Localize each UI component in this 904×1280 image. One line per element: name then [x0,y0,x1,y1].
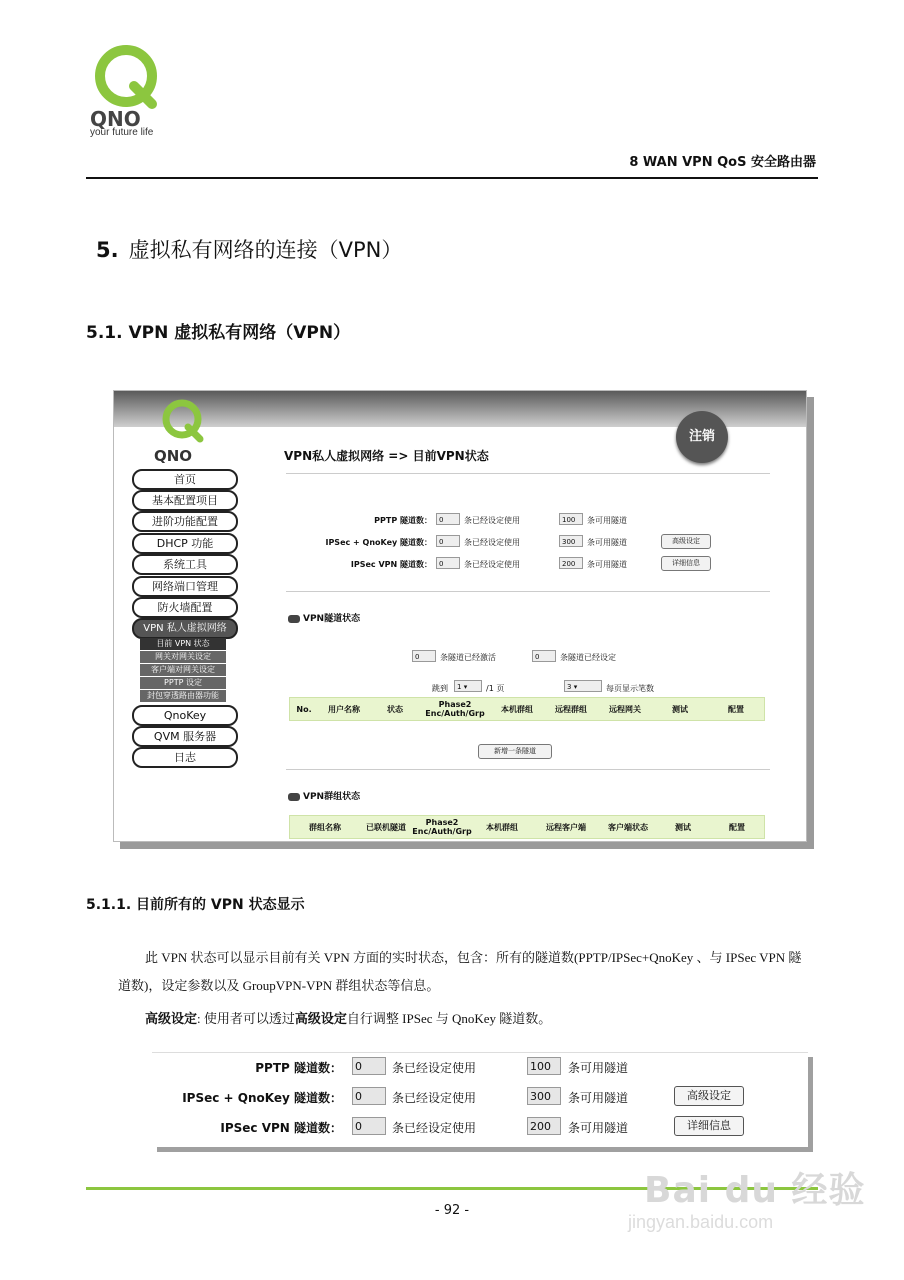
nav-dhcp[interactable]: DHCP 功能 [132,533,238,554]
col-user-name: 用户名称 [328,704,360,714]
ipsec-qnokey-avail-field[interactable]: 300 [559,535,583,547]
para2-text2: 自行调整 IPSec 与 QnoKey 隧道数。 [346,1011,552,1026]
jump-to-label: 跳到 [432,684,448,693]
ipsec-qnokey-used-field[interactable]: 0 [352,1087,386,1105]
ipsec-qnokey-label: IPSec + QnoKey 隧道数： [325,538,432,547]
nav-home[interactable]: 首页 [132,469,238,490]
vpn-group-status-label: VPN群组状态 [303,792,361,802]
nav-vpn[interactable]: VPN 私人虚拟网络 [132,618,238,639]
col-connected-tunnels: 已联机隧道 [366,822,406,832]
col-group-name: 群组名称 [309,822,341,832]
folder-icon [288,615,300,623]
tunnel-table-header [289,697,765,721]
col-local-group: 本机群组 [501,704,533,714]
ipsec-qnokey-avail-field[interactable]: 300 [527,1087,561,1105]
bold-term: 高级设定 [294,1012,347,1027]
ui-page-title: VPN私人虚拟网络 => 目前VPN状态 [284,449,489,463]
ipsec-vpn-used-text: 条已经设定使用 [392,1121,477,1135]
paragraph-description: 此 VPN 状态可以显示目前有关 VPN 方面的实时状态，包含：所有的隧道数(PPTP/IPSec+QnoKey 、与 IPSec VPN 隧道数)，设定参数以及 GroupVPN-VPN 群组状态等信息。 [118,950,802,993]
ipsec-qnokey-avail-text: 条可用隧道 [587,538,627,547]
col-config: 配置 [729,822,745,832]
tunnel-count-snippet [152,1052,808,1147]
pptp-used-text: 条已经设定使用 [464,516,520,525]
ipsec-vpn-label: IPSec VPN 隧道数： [350,560,432,569]
ipsec-qnokey-used-field[interactable]: 0 [436,535,460,547]
nav-qnokey[interactable]: QnoKey [132,705,238,726]
paragraph-advanced-setting [145,1008,551,1027]
pptp-avail-text: 条可用隧道 [587,516,627,525]
set-tunnels-field[interactable]: 0 [532,650,556,662]
chevron-down-icon: ▾ [573,683,578,691]
add-tunnel-button[interactable]: 新增一条隧道 [478,744,552,759]
col-phase2: Phase2 Enc/Auth/Grp [425,700,485,718]
col-test: 测试 [672,704,688,714]
subnav-passthrough[interactable]: 封包穿透路由器功能 [140,690,226,702]
page-number: - 92 - [434,1203,470,1218]
subnav-vpn-status[interactable]: 目前 VPN 状态 [140,638,226,650]
panel-divider [286,591,770,592]
ipsec-qnokey-used-text: 条已经设定使用 [464,538,520,547]
advanced-settings-button[interactable]: 高级设定 [661,534,711,549]
vpn-tunnel-status-heading [288,611,360,624]
small-logo-text: QNO [154,447,193,465]
header-divider [86,177,818,179]
folder-icon [288,793,300,801]
ipsec-vpn-label: IPSec VPN 隧道数： [220,1121,342,1135]
col-client-status: 客户端状态 [608,822,648,832]
logo-tagline: your future life [90,127,154,138]
ipsec-vpn-avail-field[interactable]: 200 [527,1117,561,1135]
subnav-pptp[interactable]: PPTP 设定 [140,677,226,689]
ipsec-qnokey-label: IPSec + QnoKey 隧道数： [182,1091,342,1105]
nav-basic-config[interactable]: 基本配置项目 [132,490,238,511]
col-status: 状态 [387,704,403,714]
nav-port-management[interactable]: 网络端口管理 [132,576,238,597]
baidu-watermark: Bai du 经验 [644,1170,866,1211]
para2-text1: : 使用者可以透过 [197,1011,295,1026]
chevron-down-icon: ▾ [463,683,468,691]
ipsec-vpn-used-text: 条已经设定使用 [464,560,520,569]
panel-divider [286,473,770,474]
product-title: 8 WAN VPN QoS 安全路由器 [629,155,816,170]
per-page-select[interactable] [564,680,602,692]
nav-qvm-server[interactable]: QVM 服务器 [132,726,238,747]
ipsec-qnokey-avail-text: 条可用隧道 [568,1091,629,1105]
subnav-client-to-gateway[interactable]: 客户端对网关设定 [140,664,226,676]
col-test: 测试 [675,822,691,832]
pptp-avail-text: 条可用隧道 [568,1061,629,1075]
ipsec-qnokey-used-text: 条已经设定使用 [392,1091,477,1105]
details-button[interactable]: 详细信息 [661,556,711,571]
ipsec-vpn-used-field[interactable]: 0 [352,1117,386,1135]
router-ui-screenshot [113,390,807,842]
details-button[interactable]: 详细信息 [674,1116,744,1136]
col-remote-group: 远程群组 [555,704,587,714]
set-tunnels-text: 条隧道已经设定 [560,653,616,662]
chapter-number: 5. [96,238,119,262]
pptp-label: PPTP 隧道数： [255,1061,342,1075]
col-phase2: Phase2 Enc/Auth/Grp [412,818,472,836]
page-total: /1 页 [486,684,505,693]
vpn-tunnel-status-label: VPN隧道状态 [303,614,361,624]
per-page-label: 每页显示笔数 [606,684,654,693]
ipsec-vpn-avail-text: 条可用隧道 [568,1121,629,1135]
pptp-used-field[interactable]: 0 [352,1057,386,1075]
nav-firewall[interactable]: 防火墙配置 [132,597,238,618]
col-remote-client: 远程客户端 [546,822,586,832]
pptp-avail-field[interactable]: 100 [559,513,583,525]
ipsec-vpn-avail-text: 条可用隧道 [587,560,627,569]
panel-divider [286,769,770,770]
per-page-value: 3 [567,683,572,691]
subsection-title: 5.1.1. 目前所有的 VPN 状态显示 [86,897,305,913]
section-title: 5.1. VPN 虚拟私有网络（VPN） [86,323,351,343]
col-remote-gateway: 远程网关 [609,704,641,714]
qno-logo-small [152,395,212,465]
ipsec-vpn-avail-field[interactable]: 200 [559,557,583,569]
page-select-value: 1 [457,683,462,691]
qno-logo [88,40,168,140]
active-tunnels-field[interactable]: 0 [412,650,436,662]
baidu-watermark-url: jingyan.baidu.com [628,1212,774,1232]
active-tunnels-text: 条隧道已经激活 [440,653,496,662]
pptp-label: PPTP 隧道数： [374,516,432,525]
group-table-header [289,815,765,839]
nav-log[interactable]: 日志 [132,747,238,768]
col-local-group: 本机群组 [486,822,518,832]
chapter-text: 虚拟私有网络的连接（VPN） [128,238,403,262]
advanced-settings-button[interactable]: 高级设定 [674,1086,744,1106]
page-select[interactable] [454,680,482,692]
pptp-used-text: 条已经设定使用 [392,1061,477,1075]
col-config: 配置 [728,704,744,714]
vpn-group-status-heading [288,789,360,802]
logo-text: QNO [90,107,141,131]
subnav-gateway-to-gateway[interactable]: 网关对网关设定 [140,651,226,663]
chapter-title [96,234,402,264]
pptp-avail-field[interactable]: 100 [527,1057,561,1075]
logout-button[interactable]: 注销 [676,411,728,463]
ipsec-vpn-used-field[interactable]: 0 [436,557,460,569]
nav-system-tools[interactable]: 系统工具 [132,554,238,575]
col-no: No. [296,704,312,714]
pptp-used-field[interactable]: 0 [436,513,460,525]
nav-advanced-config[interactable]: 进阶功能配置 [132,511,238,532]
bold-term: 高级设定 [145,1012,198,1027]
